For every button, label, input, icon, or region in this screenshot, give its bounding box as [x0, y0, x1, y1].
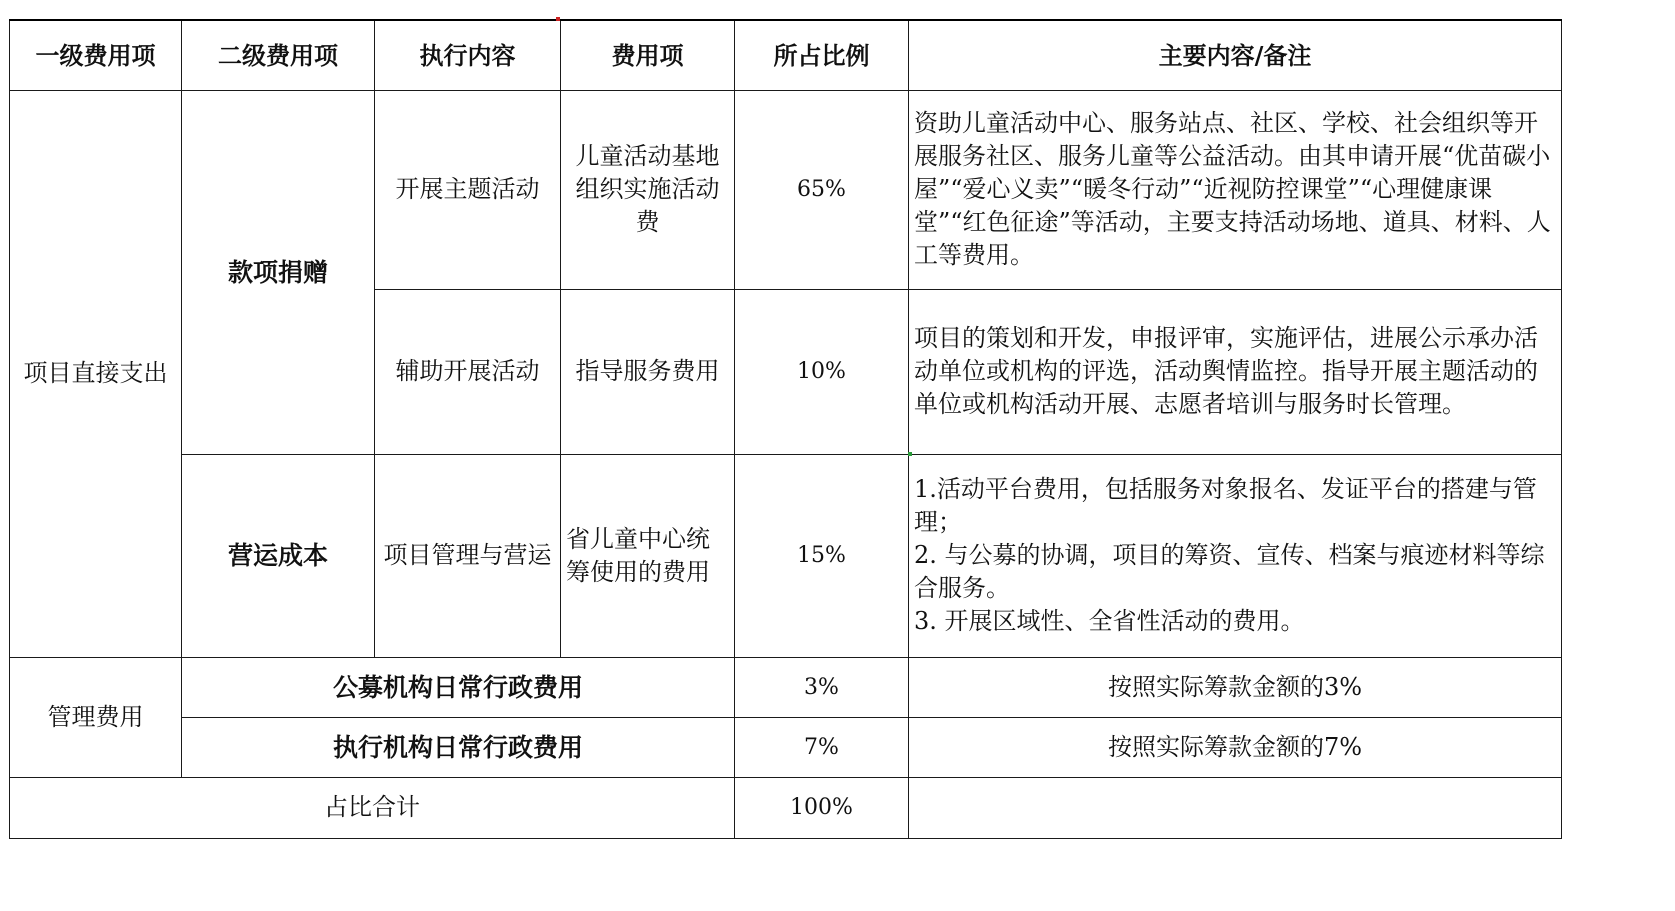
item-theme: 儿童活动基地组织实施活动费	[561, 90, 735, 289]
note-operation	[909, 454, 1562, 657]
table-row	[10, 90, 1562, 289]
content-theme: 开展主题活动	[375, 90, 561, 289]
header-item: 费用项	[561, 20, 735, 90]
total-row	[10, 777, 1562, 838]
total-label: 占比合计	[10, 777, 735, 838]
note-operation-line-1: 1.活动平台费用，包括服务对象报名、发证平台的搭建与管理；	[914, 475, 1537, 536]
header-row	[10, 20, 1562, 90]
item-operation: 省儿童中心统筹使用的费用	[561, 454, 735, 657]
level2-donation: 款项捐赠	[182, 90, 375, 454]
cell-comment-marker	[556, 17, 560, 21]
ratio-public: 3%	[735, 657, 909, 717]
note-public: 按照实际筹款金额的3%	[909, 657, 1562, 717]
header-content: 执行内容	[375, 20, 561, 90]
item-assist: 指导服务费用	[561, 289, 735, 454]
note-theme: 资助儿童活动中心、服务站点、社区、学校、社会组织等开展服务社区、服务儿童等公益活动。由其申请开展“优苗碳小屋”“爱心义卖”“暖冬行动”“近视防控课堂”“心理健康课堂”“红色征途”等活动，主要支持活动场地、道具、材料、人工等费用。	[909, 90, 1562, 289]
management-public-label: 公募机构日常行政费用	[182, 657, 735, 717]
table-row	[10, 657, 1562, 717]
ratio-theme: 65%	[735, 90, 909, 289]
note-assist: 项目的策划和开发，申报评审，实施评估，进展公示承办活动单位或机构的评选，活动舆情监控。指导开展主题活动的单位或机构活动开展、志愿者培训与服务时长管理。	[909, 289, 1562, 454]
management-exec-label: 执行机构日常行政费用	[182, 717, 735, 777]
table-row	[10, 454, 1562, 657]
expense-table	[9, 19, 1562, 839]
level1-management: 管理费用	[10, 657, 182, 777]
table-row	[10, 717, 1562, 777]
header-ratio: 所占比例	[735, 20, 909, 90]
content-assist: 辅助开展活动	[375, 289, 561, 454]
header-note: 主要内容/备注	[909, 20, 1562, 90]
note-exec: 按照实际筹款金额的7%	[909, 717, 1562, 777]
header-level1: 一级费用项	[10, 20, 182, 90]
level2-operation: 营运成本	[182, 454, 375, 657]
header-level2: 二级费用项	[182, 20, 375, 90]
note-operation-line-2: 2. 与公募的协调，项目的筹资、宣传、档案与痕迹材料等综合服务。	[914, 541, 1545, 602]
content-operation: 项目管理与营运	[375, 454, 561, 657]
level1-direct: 项目直接支出	[10, 90, 182, 657]
cell-error-marker	[908, 452, 912, 456]
total-note	[909, 777, 1562, 838]
ratio-operation: 15%	[735, 454, 909, 657]
total-ratio: 100%	[735, 777, 909, 838]
note-operation-line-3: 3. 开展区域性、全省性活动的费用。	[914, 607, 1305, 635]
ratio-assist: 10%	[735, 289, 909, 454]
ratio-exec: 7%	[735, 717, 909, 777]
